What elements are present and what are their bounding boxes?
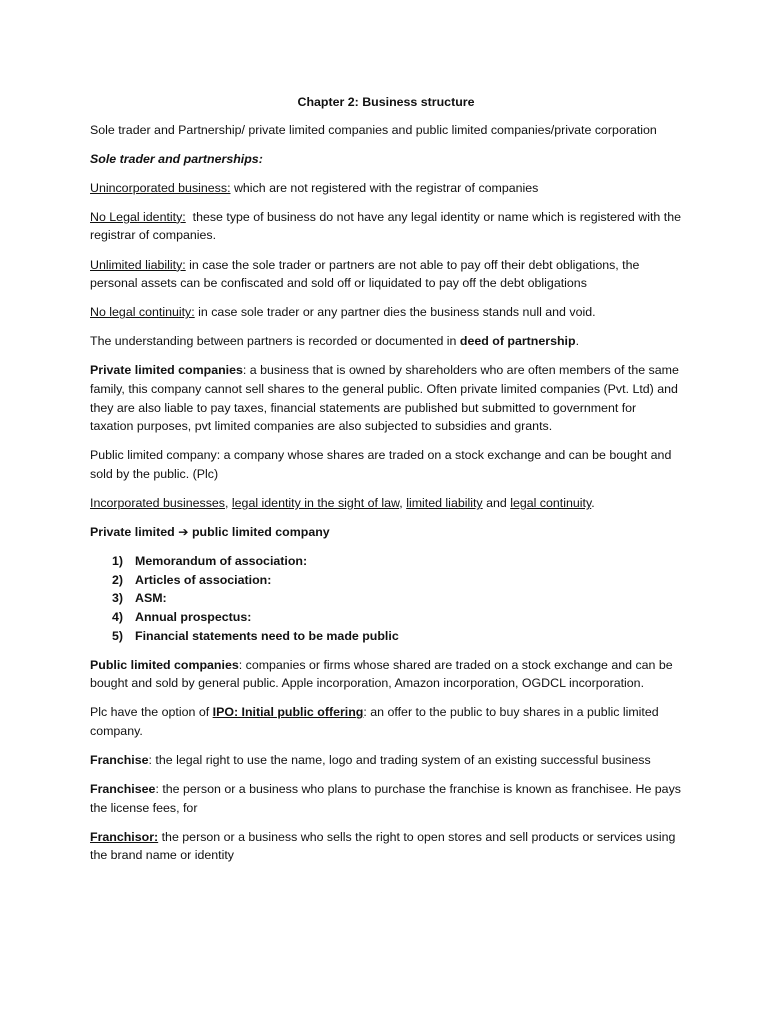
no-legal-identity-term: No Legal identity: bbox=[90, 209, 186, 224]
list-item-number: 5) bbox=[112, 628, 124, 643]
franchise-term: Franchise bbox=[90, 753, 149, 768]
list-item bbox=[90, 589, 682, 608]
conversion-from: Private limited bbox=[90, 525, 179, 540]
section-heading bbox=[90, 150, 682, 169]
conversion-steps-list bbox=[90, 552, 682, 645]
ipo-term: IPO: Initial public offering bbox=[212, 705, 364, 720]
public-limited-intro-paragraph: Public limited company: a company whose shares are traded on a stock exchange and can be bought and sold by the public. (Plc) bbox=[90, 448, 672, 481]
arrow-right-icon: ➔ bbox=[178, 525, 189, 540]
incorporated-end: . bbox=[591, 496, 595, 510]
private-limited-paragraph bbox=[90, 361, 682, 435]
list-item-label: Articles of association: bbox=[135, 572, 272, 587]
unlimited-liability-term: Unlimited liability: bbox=[90, 257, 186, 272]
incorporated-sep-3: and bbox=[482, 496, 511, 510]
ipo-paragraph bbox=[90, 703, 682, 740]
unincorporated-text: which are not registered with the registrar of companies bbox=[230, 180, 539, 195]
unincorporated-paragraph bbox=[90, 179, 682, 198]
list-item bbox=[90, 552, 682, 571]
section-heading-text: Sole trader and partnerships: bbox=[90, 151, 263, 166]
ipo-pre: Plc have the option of bbox=[90, 705, 213, 720]
list-item-number: 4) bbox=[112, 609, 124, 624]
incorporated-term-d: legal continuity bbox=[510, 496, 592, 510]
document-page bbox=[90, 93, 685, 876]
no-legal-identity-paragraph bbox=[90, 208, 685, 245]
no-legal-identity-text: these type of business do not have any legal identity or name which is registered with the registrar of companies. bbox=[90, 209, 685, 243]
franchisee-text: : the person or a business who plans to purchase the franchise is known as franchisee. He pays the license fees, for bbox=[90, 782, 681, 815]
franchisee-paragraph bbox=[90, 780, 682, 817]
incorporated-paragraph bbox=[90, 494, 682, 513]
deed-term: deed of partnership bbox=[459, 334, 576, 349]
franchisor-paragraph bbox=[90, 828, 682, 865]
deed-end: . bbox=[575, 334, 580, 349]
list-item bbox=[90, 571, 682, 590]
franchisor-text: the person or a business who sells the right to open stores and sell products or services using the brand name or identity bbox=[90, 829, 676, 863]
intro-paragraph: Sole trader and Partnership/ private limited companies and public limited companies/private corporation bbox=[90, 122, 657, 137]
list-item bbox=[90, 608, 682, 627]
list-item-label: Annual prospectus: bbox=[135, 609, 252, 624]
page-title: Chapter 2: Business structure bbox=[297, 95, 475, 109]
unlimited-liability-paragraph bbox=[90, 256, 682, 293]
list-item-label: Financial statements need to be made public bbox=[135, 628, 399, 643]
list-item-number: 3) bbox=[112, 591, 124, 606]
list-item-number: 2) bbox=[112, 572, 124, 587]
incorporated-sep-1: , bbox=[225, 496, 232, 510]
no-legal-continuity-text: in case sole trader or any partner dies the business stands null and void. bbox=[194, 305, 596, 320]
franchisor-term: Franchisor: bbox=[90, 829, 159, 844]
deed-paragraph bbox=[90, 332, 682, 351]
franchisee-term: Franchisee bbox=[90, 782, 156, 797]
no-legal-continuity-paragraph bbox=[90, 303, 682, 322]
unincorporated-term: Unincorporated business: bbox=[90, 180, 231, 195]
franchise-paragraph bbox=[90, 751, 682, 770]
incorporated-sep-2: , bbox=[399, 496, 407, 510]
list-item-label: ASM: bbox=[135, 591, 167, 606]
deed-text: The understanding between partners is recorded or documented in bbox=[90, 334, 460, 349]
conversion-to: public limited company bbox=[188, 525, 330, 540]
private-limited-text: : a business that is owned by shareholders who are often members of the same family, this company cannot sell shares to the general public. Often private limited companies (Pvt. Ltd) and they are also liable to pay taxes, financial statements are published but submitted to government for taxation purposes, pvt limited companies are also subjected to subsidies and grants. bbox=[90, 363, 679, 434]
no-legal-continuity-term: No legal continuity: bbox=[90, 305, 195, 320]
franchise-text: : the legal right to use the name, logo and trading system of an existing successful business bbox=[148, 753, 651, 768]
public-limited-term: Public limited companies bbox=[90, 657, 239, 672]
incorporated-term-b: legal identity in the sight of law bbox=[231, 496, 400, 510]
conversion-heading bbox=[90, 523, 682, 542]
list-item-label: Memorandum of association: bbox=[135, 554, 308, 569]
list-item bbox=[90, 627, 682, 646]
incorporated-term-c: limited liability bbox=[406, 496, 483, 510]
ipo-text: : an offer to the public to buy shares in a public limited company. bbox=[90, 705, 659, 738]
incorporated-term-a: Incorporated businesses bbox=[90, 496, 226, 510]
public-limited-text: : companies or firms whose shared are traded on a stock exchange and can be bought and sold by general public. Apple incorporation, Amazon incorporation, OGDCL incorporation. bbox=[90, 657, 673, 691]
private-limited-term: Private limited companies bbox=[90, 363, 243, 378]
unlimited-liability-text: in case the sole trader or partners are not able to pay off their debt obligations, the personal assets can be confiscated and sold off or liquidated to pay off the debt obligations bbox=[90, 257, 640, 291]
list-item-number: 1) bbox=[112, 554, 124, 569]
public-limited-paragraph bbox=[90, 656, 682, 693]
